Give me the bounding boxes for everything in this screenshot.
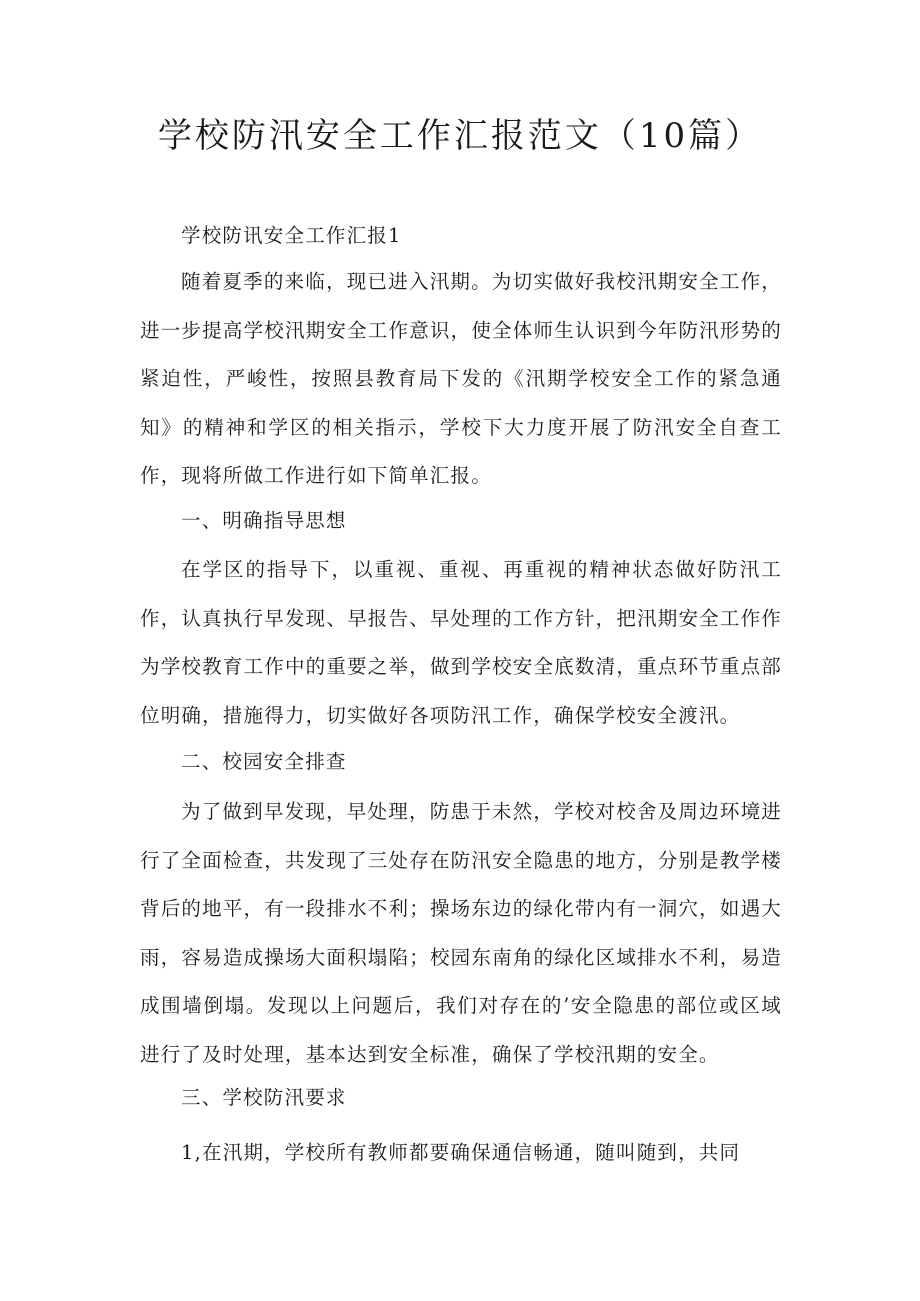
section-paragraph-1: 在学区的指导下，以重视、重视、再重视的精神状态做好防汛工作，认真执行早发现、早报告、早处理的工作方针，把汛期安全工作作为学校教育工作中的重要之举，做到学校安全底数清，重点环节重点部位明确，措施得力，切实做好各项防汛工作，确保学校安全渡汛。: [140, 558, 782, 727]
section-heading-1: 一、明确指导思想: [181, 509, 347, 532]
section-paragraph-3: 1,在汛期，学校所有教师都要确保通信畅通，随叫随到，共同: [181, 1141, 741, 1164]
section-heading-3: 三、学校防汛要求: [181, 1086, 347, 1109]
section-heading-2: 二、校园安全排查: [181, 750, 347, 773]
section-paragraph-2: 为了做到早发现，早处理，防患于未然，学校对校舍及周边环境进行了全面检查，共发现了三处存在防汛安全隐患的地方，分别是教学楼背后的地平，有一段排水不利；操场东边的绿化带内有一洞穴，如遇大雨，容易造成操场大面积塌陷；校园东南角的绿化区域排水不利，易造成围墙倒塌。发现以上问题后，我们对存在的’安全隐患的部位或区域进行了及时处理，基本达到安全标准，确保了学校汛期的安全。: [140, 800, 782, 1066]
report-subtitle: 学校防讯安全工作汇报1: [181, 224, 402, 247]
document-title: 学校防汛安全工作汇报范文（10篇）: [157, 116, 763, 156]
intro-paragraph: 随着夏季的来临，现已进入汛期。为切实做好我校汛期安全工作，进一步提高学校汛期安全工作意识，使全体师生认识到今年防汛形势的紧迫性，严峻性，按照县教育局下发的《汛期学校安全工作的紧急通知》的精神和学区的相关指示，学校下大力度开展了防汛安全自查工作，现将所做工作进行如下简单汇报。: [140, 270, 782, 488]
